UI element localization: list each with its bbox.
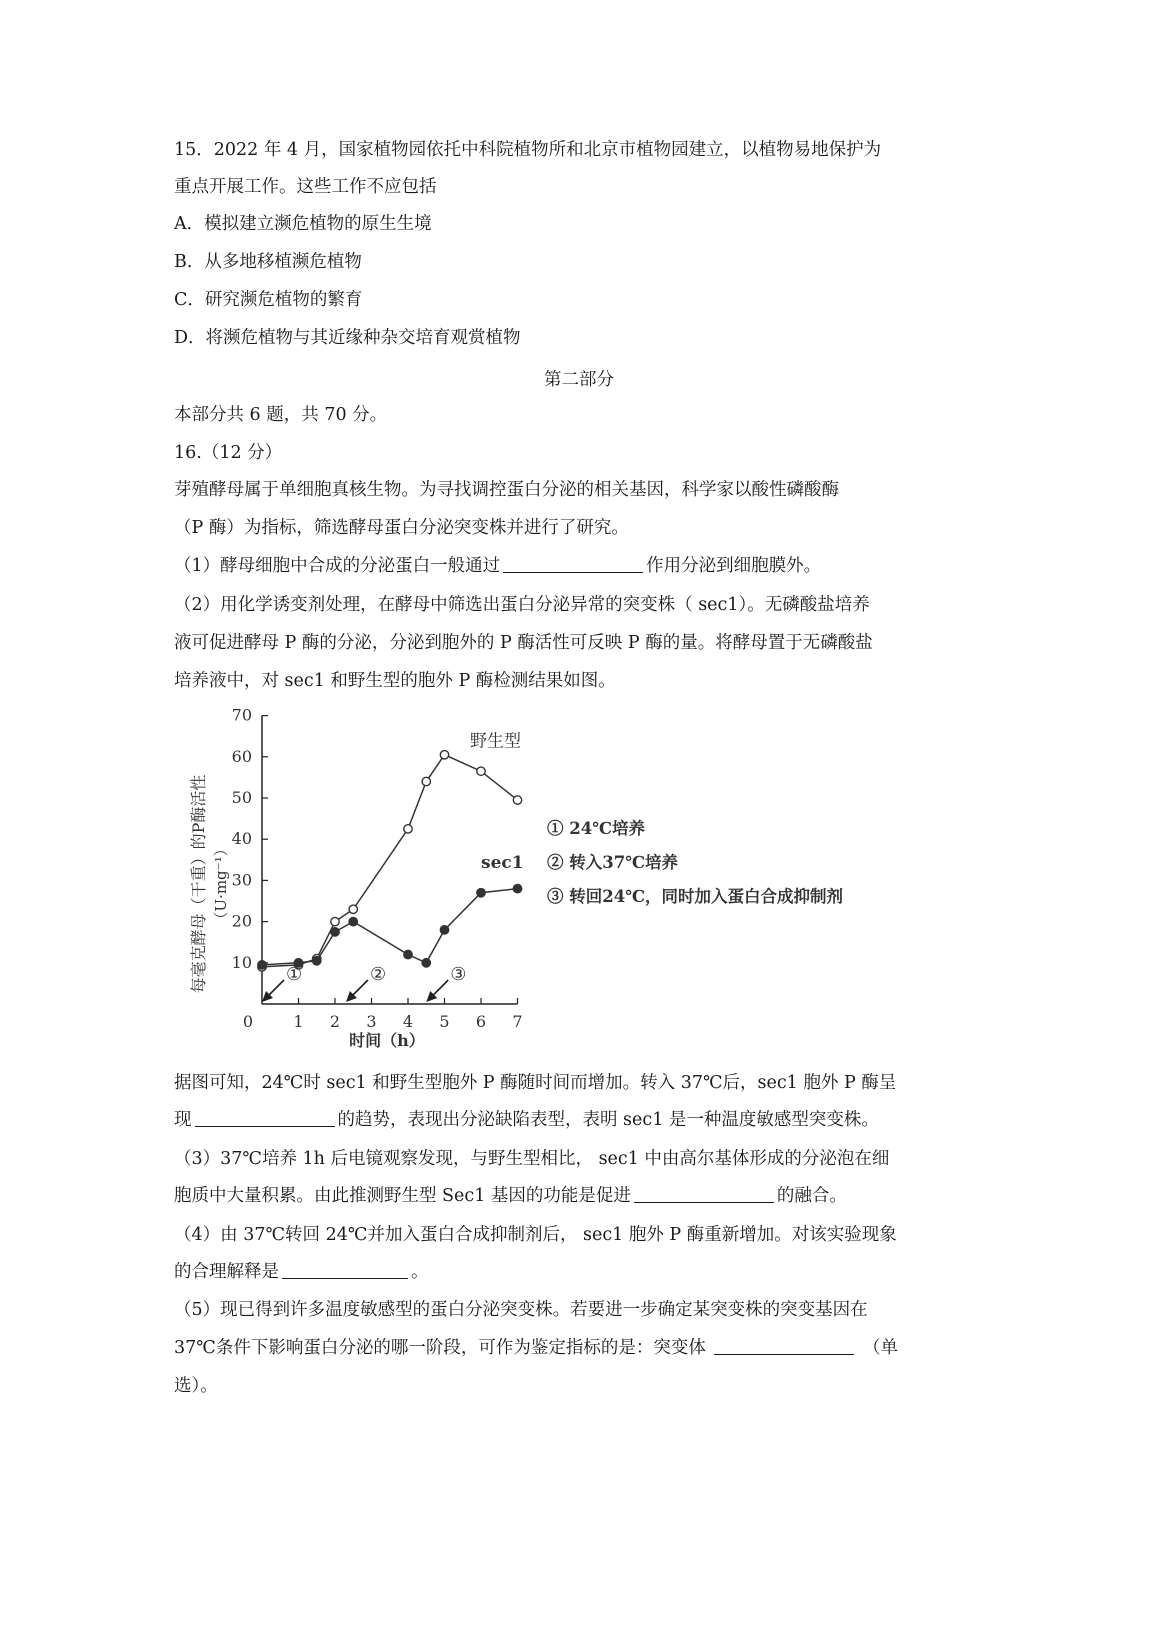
q16-part3-line1: （3）37℃培养 1h 后电镜观察发现，与野生型相比， sec1 中由高尔基体形成的分泌泡在细 bbox=[174, 1149, 890, 1169]
data-point-wild-type bbox=[513, 796, 521, 804]
data-point-sec1 bbox=[404, 950, 412, 958]
q15-stem-line1: 15．2022 年 4 月，国家植物园依托中科院植物所和北京市植物园建立，以植物易地保护为 bbox=[174, 140, 882, 160]
q16-intro-line1: 芽殖酵母属于单细胞真核生物。为寻找调控蛋白分泌的相关基因，科学家以酸性磷酸酶 bbox=[174, 480, 839, 500]
q16-analysis-text-before: 现 bbox=[174, 1110, 192, 1130]
answer-blank-2[interactable] bbox=[195, 1110, 335, 1127]
data-point-sec1 bbox=[477, 889, 485, 897]
q16-part4-line2 bbox=[174, 1261, 429, 1283]
data-point-wild-type bbox=[477, 767, 485, 775]
event-marker-label-2: ② bbox=[369, 964, 387, 985]
q16-part2-line2: 液可促进酵母 P 酶的分泌，分泌到胞外的 P 酶活性可反映 P 酶的量。将酵母置于无磷酸盐 bbox=[174, 633, 873, 653]
y-tick-label: 50 bbox=[231, 788, 252, 807]
q16-part3-text-after: 的融合。 bbox=[776, 1186, 847, 1206]
q16-part5-text-after: （单 bbox=[863, 1338, 898, 1358]
answer-blank-1[interactable] bbox=[503, 556, 643, 573]
legend-entry-1: ① 24℃培养 bbox=[547, 819, 645, 838]
q15-stem-line2: 重点开展工作。这些工作不应包括 bbox=[174, 177, 437, 197]
series-line-wild-type bbox=[262, 755, 518, 967]
data-point-wild-type bbox=[440, 751, 448, 759]
p-enzyme-chart bbox=[174, 705, 874, 1061]
series-label-sec1: sec1 bbox=[481, 853, 524, 874]
q16-part2-line3: 培养液中，对 sec1 和野生型的胞外 P 酶检测结果如图。 bbox=[174, 671, 616, 691]
q16-intro-line2: （P 酶）为指标，筛选酵母蛋白分泌突变株并进行了研究。 bbox=[174, 518, 629, 538]
series-label-wild-type: 野生型 bbox=[470, 731, 522, 752]
data-point-sec1 bbox=[513, 884, 521, 892]
data-point-sec1 bbox=[258, 961, 266, 969]
q16-part4-text-before: 的合理解释是 bbox=[174, 1262, 279, 1282]
q16-part1-text-after: 作用分泌到细胞膜外。 bbox=[646, 556, 822, 576]
data-point-wild-type bbox=[404, 825, 412, 833]
q15-option-b: B．从多地移植濒危植物 bbox=[174, 252, 362, 272]
chart-event-markers bbox=[262, 964, 466, 1002]
legend-entry-2: ② 转入37℃培养 bbox=[547, 853, 678, 872]
x-tick-label: 5 bbox=[439, 1012, 450, 1031]
x-tick-label: 0 bbox=[242, 1012, 254, 1031]
y-tick-label: 70 bbox=[231, 705, 252, 725]
chart-y-label: 每毫克酵母（干重）的P酶活性 bbox=[189, 774, 208, 994]
q16-analysis-line1: 据图可知，24℃时 sec1 和野生型胞外 P 酶随时间而增加。转入 37℃后，sec1 胞外 P 酶呈 bbox=[174, 1073, 897, 1093]
y-tick-label: 40 bbox=[231, 829, 252, 849]
x-tick-label: 2 bbox=[329, 1012, 341, 1031]
series-line-sec1 bbox=[262, 889, 518, 965]
q16-analysis-line2 bbox=[174, 1109, 879, 1131]
answer-blank-3[interactable] bbox=[634, 1186, 774, 1203]
data-point-sec1 bbox=[349, 917, 357, 925]
y-tick-label: 60 bbox=[231, 746, 252, 766]
answer-blank-5[interactable] bbox=[714, 1338, 854, 1355]
data-point-wild-type bbox=[422, 777, 430, 785]
chart-series bbox=[258, 732, 524, 972]
data-point-wild-type bbox=[349, 905, 357, 913]
x-tick-label: 7 bbox=[512, 1012, 523, 1031]
q16-part4-line1: （4）由 37℃转回 24℃并加入蛋白合成抑制剂后， sec1 胞外 P 酶重新增加。对该实验现象 bbox=[174, 1225, 897, 1245]
answer-blank-4[interactable] bbox=[282, 1262, 408, 1279]
legend-entry-3: ③ 转回24℃，同时加入蛋白合成抑制剂 bbox=[547, 887, 843, 906]
data-point-sec1 bbox=[422, 959, 430, 967]
q16-part1 bbox=[174, 555, 821, 577]
q16-part5-line2 bbox=[174, 1337, 898, 1359]
chart-legend bbox=[547, 818, 843, 907]
q16-part4-text-after: 。 bbox=[411, 1262, 429, 1282]
q16-part3-text-before: 胞质中大量积累。由此推测野生型 Sec1 基因的功能是促进 bbox=[174, 1186, 631, 1206]
x-tick-label: 3 bbox=[366, 1012, 377, 1031]
q16-analysis-text-after: 的趋势，表现出分泌缺陷表型，表明 sec1 是一种温度敏感型突变株。 bbox=[337, 1110, 879, 1130]
x-tick-label: 4 bbox=[402, 1012, 414, 1031]
q15-option-a: A．模拟建立濒危植物的原生生境 bbox=[174, 214, 432, 234]
section-title: 第二部分 bbox=[544, 370, 614, 390]
q15-option-d: D．将濒危植物与其近缘种杂交培育观赏植物 bbox=[174, 328, 521, 348]
data-point-sec1 bbox=[313, 957, 321, 965]
data-point-sec1 bbox=[440, 926, 448, 934]
q16-part5-text-before: 37℃条件下影响蛋白分泌的哪一阶段，可作为鉴定指标的是：突变体 bbox=[174, 1338, 706, 1358]
x-tick-label: 6 bbox=[475, 1012, 487, 1031]
y-tick-label: 30 bbox=[231, 870, 252, 890]
chart-x-label: 时间（h） bbox=[349, 1031, 425, 1050]
q16-part2-line1: （2）用化学诱变剂处理，在酵母中筛选出蛋白分泌异常的突变株（ sec1）。无磷酸盐培养 bbox=[174, 595, 870, 615]
chart-y-unit: （U·mg⁻¹） bbox=[212, 841, 230, 927]
y-tick-label: 20 bbox=[231, 911, 252, 931]
q16-number: 16.（12 分） bbox=[174, 443, 283, 463]
section-intro: 本部分共 6 题，共 70 分。 bbox=[174, 405, 388, 425]
y-tick-label: 10 bbox=[231, 952, 252, 972]
data-point-sec1 bbox=[331, 928, 339, 936]
data-point-wild-type bbox=[331, 917, 339, 925]
q16-part3-line2 bbox=[174, 1185, 847, 1207]
q16-part1-text-before: （1）酵母细胞中合成的分泌蛋白一般通过 bbox=[174, 556, 501, 576]
x-tick-label: 1 bbox=[293, 1012, 304, 1031]
event-marker-label-3: ③ bbox=[450, 964, 467, 985]
event-marker-label-1: ① bbox=[286, 964, 303, 985]
q16-part5-line1: （5）现已得到许多温度敏感型的蛋白分泌突变株。若要进一步确定某突变株的突变基因在 bbox=[174, 1300, 868, 1320]
q15-option-c: C．研究濒危植物的繁育 bbox=[174, 290, 363, 310]
q16-part5-line3: 选）。 bbox=[174, 1376, 218, 1396]
